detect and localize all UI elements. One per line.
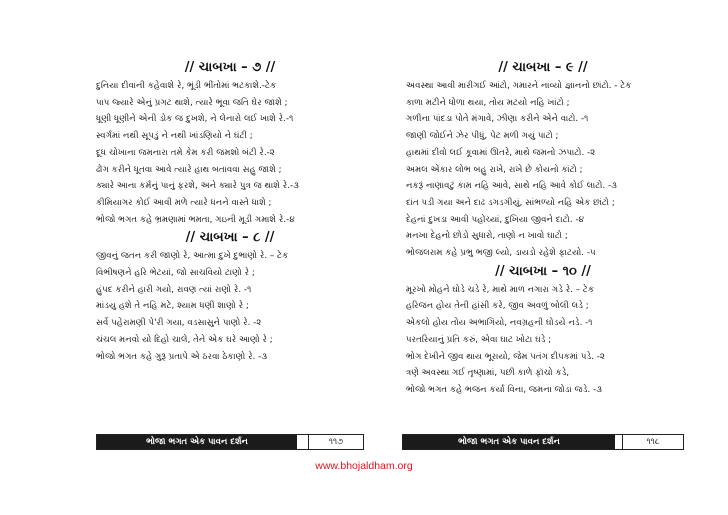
verse-line: જીવનું જતન કરી જાણો રે, આત્મા દુખે દુભાણો રે. – ટેક <box>96 251 289 262</box>
verse-line: ભોજો ભગત કહે ગુરૂ પ્રતાપે એ ઠરવા ઠેકાણો રે. -૩ <box>96 351 268 362</box>
section-heading: // ચાબખા – ૯ // <box>498 60 588 75</box>
verse-line: ભોજો ભગત કહે ભજન કર્યા વિના, જમના જોડા જડે. -૩ <box>406 384 602 395</box>
website-link[interactable]: www.bhojaldham.org <box>315 460 413 472</box>
section-heading: // ચાબખા – ૭ // <box>184 60 276 75</box>
verse-line: હાથમાં દીવો લઈ કૂવામાં ઊતરે, માથે જમનો ઝપાટો. -૨ <box>406 147 596 158</box>
right-page <box>402 58 684 399</box>
verse-line: અવસ્થા આવી મારીગઈ આંટો, ગમારને નાવ્યો જ્ઞાનનો છાંટો. - ટેક <box>406 81 632 91</box>
verse-line: અમલ એંકાર લોભ બહુ રાખે, રાખે છે કોયનો કાંટો ; <box>406 164 583 175</box>
verse-block <box>96 78 364 228</box>
verse-line: જાણી જોઈને ઝેર પીધું, પેટ મળી ગયું પાટો ; <box>406 131 559 142</box>
verse-line: ધૂણી ધૂણીને એની ડોક જ દુખશે, ને લેનારો લઈ ખાશે રે.-૧ <box>96 114 294 125</box>
verse-line: દુનિયા દીવાની કહેવાશે રે, ભૂંડી ભીંતોમાં ભટકાશે.-ટેક <box>96 81 277 91</box>
verse-line: ચંચલ મનવો યો દિહો ચાલે, તેને એક ઘરે આણો રે ; <box>96 334 273 345</box>
verse-line: મૂરખો મોહને ઘોડે ચડે રે, માથે માળ નગારા ગડે રે. – ટેક <box>406 284 595 295</box>
verse-block <box>402 78 684 262</box>
left-page-footer <box>96 434 364 450</box>
verse-line: નકરૂં નાણાવટું કામ નહિ આવે, સાથે નહિ આવે કોઈ લાટો. -૩ <box>406 181 617 192</box>
verse-line: ભોગ દેખીને જીવ થાય ભૂરાયો, જેમ પતંગ દીપકમાં પડે. -૨ <box>406 351 606 362</box>
right-page-footer <box>402 434 684 450</box>
verse-line: દાંત પડી ગયા અને દાઢ ડગડગીયું, સાંભળ્યો નહિ એક છાંટો ; <box>406 197 615 208</box>
footer-book-title: ભોજા ભગત એક પાવન દર્શન <box>97 435 297 449</box>
verse-line: કાળા મટીને ધોળા થયા, તોય મટયો નહિ ખાંટો ; <box>406 97 570 108</box>
section-heading: // ચાબખા – ૮ // <box>185 230 275 246</box>
verse-line: પાપ જ્યારે એનું પ્રગટ થાશે, ત્યારે ભૂવા જતિ ઘેર જાશે ; <box>96 97 288 108</box>
verse-line: ત્રણે અવસ્થા ગઈ તૃષ્ણામાં, પછી કાળે ફૉચો કડે, <box>406 368 570 379</box>
verse-line: માંડયુ હશે તે નહિ મટે, શ્યામ ધણી શાણો રે ; <box>96 301 249 312</box>
verse-line: કીમિયાગર કોઈ આવી મળે ત્યારે ધનને વાસ્તે ધાશે ; <box>96 197 272 208</box>
verse-line: વિભીષણને હરિ ભેટયાં, જો સાચવિયો ટાણો રે ; <box>96 268 255 279</box>
verse-block <box>402 282 684 399</box>
verse-line: ભોજલરામ કહે પ્રભુ ભજી લ્યો, ડાયડો રહેશે ફાટયો. -૫ <box>406 248 596 259</box>
verse-block <box>96 248 364 365</box>
left-page <box>96 58 364 365</box>
verse-line: મનખા દેહનો છોડો સુધારો, તાણો ન ખાવો ઘાટો ; <box>406 231 568 242</box>
verse-line: ભોજો ભગત કહે ભ્રમણામાં ભમતા, ગઇની મૂડી ગમાશે રે.-૪ <box>96 214 295 225</box>
verse-line: હરિજન હોય તેની હાંસી કરે, જીવ અવળું બોલી લડે ; <box>406 301 589 312</box>
section-heading: // ચાબખા – ૧૦ // <box>495 263 591 279</box>
verse-line: દેહનાં દુખડા આવી પહોંચ્યાં, દુખિયા જીવને દાટો. -૪ <box>406 214 584 225</box>
verse-line: પરતરિયાનું પ્રતિ કરું, એવા ઘાટ ખોટા ઘડે ; <box>406 334 552 345</box>
page-number: ૧૧૮ <box>622 435 683 449</box>
verse-line: ક્યારે આના કર્મનું પાનું ફરશે, અને ક્યારે પુત્ર જ થાશે રે.-૩ <box>96 181 299 192</box>
verse-line: સર્વે પહેરામણી પે'રી ગયા, વડસાસુને પાણો રે. -૨ <box>96 318 262 329</box>
verse-line: સ્વર્ગમાં નથી સૂપડું ને નથી ખાંડણિયો ને ઘંટી ; <box>96 131 253 142</box>
verse-line: ગળીના પાંદડા પોતે મંગાવે, ઝીણા કરીને એને વાટો. -૧ <box>406 114 589 125</box>
footer-book-title: ભોજા ભગત એક પાવન દર્શન <box>403 435 615 449</box>
verse-line: હુંપદ કરીને હારી ગયો, રાવણ ત્યાં રાણો રે. -૧ <box>96 284 252 295</box>
verse-line: એકલો હોય તોય અભાગિયો, નવગ્રહની ઘોડયે નડે. -૧ <box>406 318 593 329</box>
verse-line: ઢોંગ કરીને ધૂતવા આવે ત્યારે હાથ બતાવવા સહુ જાશે ; <box>96 164 282 175</box>
page-number: ૧૧૭ <box>308 435 363 449</box>
verse-line: દૂધ ચોખાના જમનારા તમે કેમ કરી જમશો બંટી રે.-૨ <box>96 147 275 158</box>
